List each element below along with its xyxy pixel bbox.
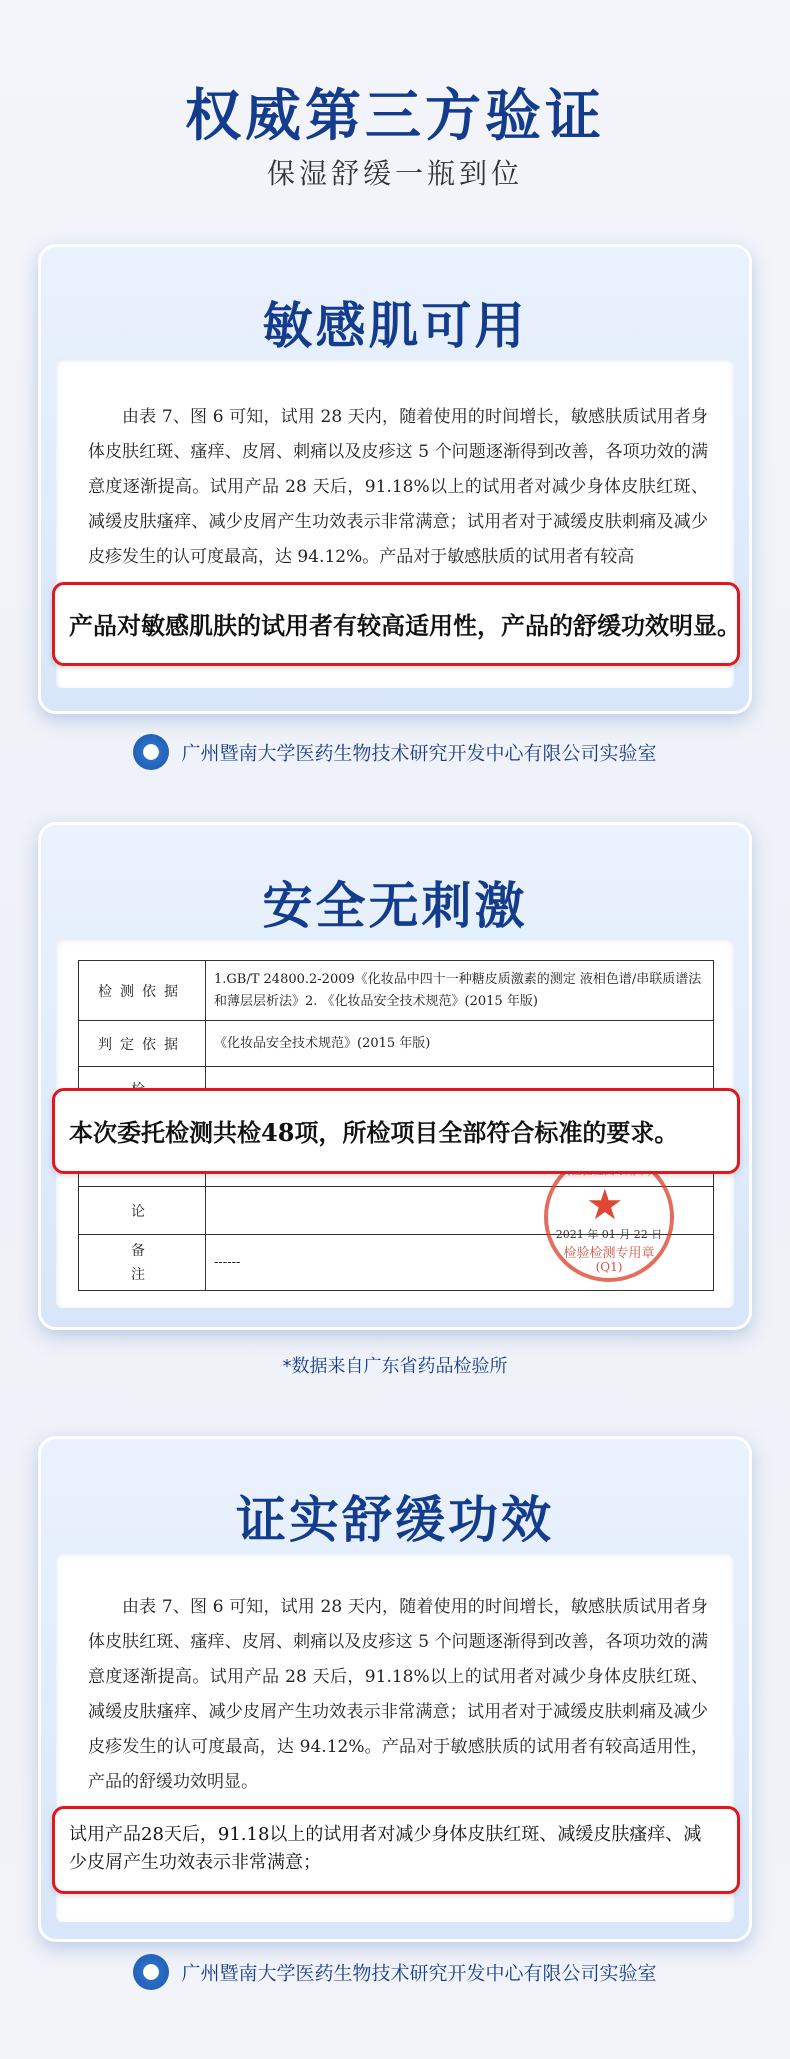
safety-card (38, 822, 752, 1330)
page-subtitle: 保湿舒缓一瓶到位 (266, 157, 523, 190)
soothing-highlight (52, 1806, 740, 1894)
sensitive-skin-card (38, 244, 752, 714)
soothing-card (38, 1436, 752, 1942)
lab-credit-1 (0, 736, 790, 772)
stamp-line2: 检验检测专用章 (563, 1246, 655, 1261)
lab-credit-1-text: 广州暨南大学医药生物技术研究开发中心有限公司实验室 (181, 742, 657, 765)
lab-logo-icon (133, 734, 169, 770)
sensitive-skin-paragraph: 由表 7、图 6 可知，试用 28 天内，随着使用的时间增长，敏感肤质试用者身体皮肤红斑、瘙痒、皮屑、刺痛以及皮疹这 5 个问题逐渐得到改善，各项功效的满意度逐渐提高。试用产品 28 天后，91.18%以上的试用者对减少身体皮肤红斑、减缓皮肤瘙痒、减少皮屑产生功效表示非常满意；试用者对于减缓皮肤刺痛及减少皮疹发生的认可度最高，达 94.12%。产品对于敏感肤质的试用者有较高 (88, 407, 708, 567)
sensitive-skin-title: 敏感肌可用 (262, 297, 528, 355)
stamp-date: 2021 年 01 月 22 日 (555, 1228, 663, 1241)
table-value-basis: 1.GB/T 24800.2-2009《化妆品中四十一种糖皮质激素的测定 液相色谱/串联质谱法和薄层层析法》2. 《化妆品安全技术规范》(2015 年版) (206, 961, 714, 1021)
table-label-conclusion: 论 (79, 1187, 206, 1235)
stamp-code: (Q1) (595, 1260, 623, 1274)
sensitive-skin-highlight-text: 产品对敏感肌肤的试用者有较高适用性，产品的舒缓功效明显。 (69, 611, 741, 640)
data-source-credit: *数据来自广东省药品检验所 (282, 1356, 508, 1377)
safety-title: 安全无刺激 (262, 877, 528, 935)
lab-credit-2-text: 广州暨南大学医药生物技术研究开发中心有限公司实验室 (181, 1962, 657, 1985)
table-value-judgement: 《化妆品安全技术规范》(2015 年版) (206, 1021, 714, 1067)
table-label-judgement: 判定依据 (79, 1021, 206, 1067)
lab-logo-icon (133, 1954, 169, 1990)
soothing-paragraph: 由表 7、图 6 可知，试用 28 天内，随着使用的时间增长，敏感肤质试用者身体皮肤红斑、瘙痒、皮屑、刺痛以及皮疹这 5 个问题逐渐得到改善，各项功效的满意度逐渐提高。试用产品 28 天后，91.18%以上的试用者对减少身体皮肤红斑、减缓皮肤瘙痒、减少皮屑产生功效表示非常满意；试用者对于减缓皮肤刺痛及减少皮疹发生的认可度最高，达 94.12%。产品对于敏感肤质的试用者有较高适用性，产品的舒缓功效明显。 (88, 1597, 708, 1792)
table-value-remarks: ------ (206, 1235, 714, 1291)
page-title: 权威第三方验证 (185, 84, 605, 149)
safety-highlight (52, 1088, 740, 1174)
sensitive-skin-highlight (52, 582, 740, 666)
safety-highlight-text: 本次委托检测共检48项，所检项目全部符合标准的要求。 (69, 1118, 679, 1147)
table-label-remarks-a: 备 (131, 1242, 153, 1259)
table-label-basis: 检测依据 (79, 961, 206, 1021)
soothing-highlight-text: 试用产品28天后，91.18以上的试用者对减少身体皮肤红斑、减缓皮肤瘙痒、减少皮屑产生功效表示非常满意； (69, 1824, 702, 1873)
table-label-remarks-b: 注 (131, 1266, 153, 1283)
stamp-star-icon: ★ (586, 1180, 624, 1229)
table-label-remarks (79, 1235, 206, 1291)
soothing-title: 证实舒缓功效 (236, 1491, 554, 1549)
lab-credit-2 (0, 1956, 790, 1992)
